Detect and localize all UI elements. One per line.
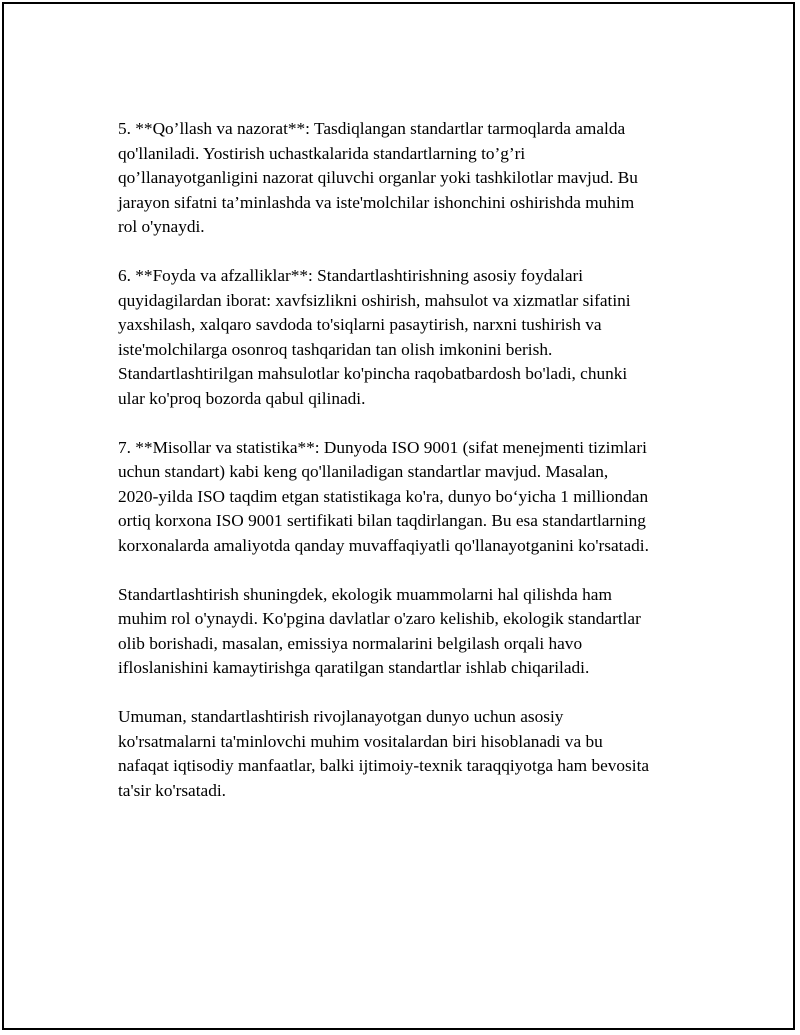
paragraph-ekologik — [118, 583, 693, 681]
text-line: muhim rol o'ynaydi. Ko'pgina davlatlar o'zaro kelishib, ekologik standartlar — [118, 609, 641, 628]
paragraph-misollar-va-statistika — [118, 436, 693, 559]
text-line: iste'molchilarga osonroq tashqaridan tan olish imkonini berish. — [118, 339, 553, 359]
text-line: 5. **Qo’llash va nazorat**: Tasdiqlangan standartlar tarmoqlarda amalda — [118, 119, 626, 138]
text-line: yaxshilash, xalqaro savdoda to'siqlarni pasaytirish, narxni tushirish va — [118, 315, 602, 334]
text-line: ifloslanishini kamaytirishga qaratilgan standartlar ishlab chiqariladi. — [118, 658, 590, 677]
document-body — [118, 117, 693, 828]
text-line: jarayon sifatni ta’minlashda va iste'molchilar ishonchini oshirishda muhim — [118, 192, 635, 212]
text-line: qo'llaniladi. Yostirish uchastkalarida standartlarning to’g’ri — [118, 143, 526, 163]
text-line: 6. **Foyda va afzalliklar**: Standartlashtirishning asosiy foydalari — [118, 266, 584, 285]
text-line: ta'sir ko'rsatadi. — [118, 780, 226, 800]
text-line: qo’llanayotganligini nazorat qiluvchi organlar yoki tashkilotlar mavjud. Bu — [118, 168, 638, 187]
text-line: olib borishadi, masalan, emissiya normalarini belgilash orqali havo — [118, 633, 583, 653]
paragraph-qollash-va-nazorat — [118, 117, 693, 240]
text-line: ular ko'proq bozorda qabul qilinadi. — [118, 388, 366, 408]
text-line: korxonalarda amaliyotda qanday muvaffaqiyatli qo'llanayotganini ko'rsatadi. — [118, 535, 649, 555]
text-line: Standartlashtirish shuningdek, ekologik muammolarni hal qilishda ham — [118, 584, 612, 604]
text-line: Standartlashtirilgan mahsulotlar ko'pincha raqobatbardosh bo'ladi, chunki — [118, 364, 628, 383]
text-line: uchun standart) kabi keng qo'llaniladigan standartlar mavjud. Masalan, — [118, 462, 609, 481]
text-line: 2020-yilda ISO taqdim etgan statistikaga ko'ra, dunyo bo‘yicha 1 milliondan — [118, 486, 649, 506]
text-line: ko'rsatmalarni ta'minlovchi muhim vositalardan biri hisoblanadi va bu — [118, 731, 603, 751]
paragraph-foyda-va-afzalliklar — [118, 264, 693, 411]
paragraph-umuman — [118, 705, 693, 803]
text-line: nafaqat iqtisodiy manfaatlar, balki ijtimoiy-texnik taraqqiyotga ham bevosita — [118, 756, 650, 775]
text-line: ortiq korxona ISO 9001 sertifikati bilan taqdirlangan. Bu esa standartlarning — [118, 511, 646, 530]
text-line: 7. **Misollar va statistika**: Dunyoda ISO 9001 (sifat menejmenti tizimlari — [118, 437, 647, 457]
text-line: rol o'ynaydi. — [118, 217, 205, 236]
text-line: Umuman, standartlashtirish rivojlanayotgan dunyo uchun asosiy — [118, 707, 564, 726]
text-line: quyidagilardan iborat: xavfsizlikni oshirish, mahsulot va xizmatlar sifatini — [118, 290, 631, 310]
